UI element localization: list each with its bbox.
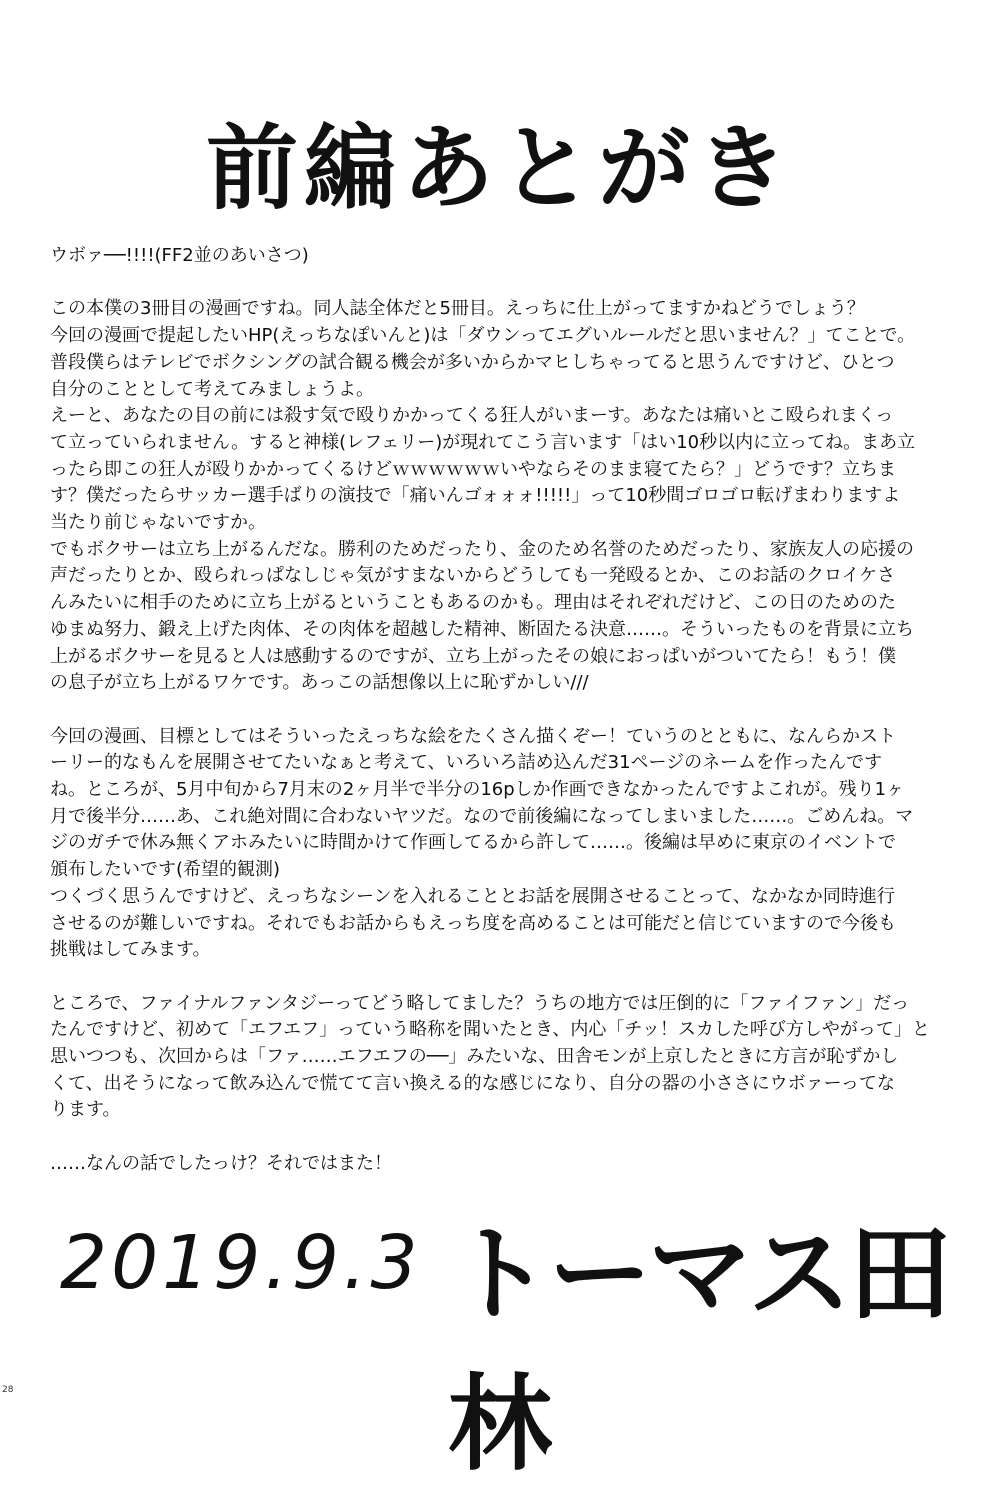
- text-line: す？僕だったらサッカー選手ばりの演技で「痛いんゴォォォ!!!!!」って10秒間ゴロゴロ転げまわりますよ: [50, 485, 901, 507]
- text-line: て立っていられません。すると神様(レフェリー)が現れてこう言います「はい10秒以内に立ってね。まあ立: [50, 431, 916, 453]
- text-line: 今回の漫画、目標としてはそういったえっちな絵をたくさん描くぞー！ていうのとともに、なんらかスト: [50, 725, 896, 747]
- text-line: ーリー的なもんを展開させてたいなぁと考えて、いろいろ詰め込んだ31ページのネームを作ったんです: [50, 752, 883, 774]
- text-line: くて、出そうになって飲み込んで慌てて言い換える的な感じになり、自分の器の小ささにウボァーってな: [50, 1072, 895, 1094]
- text-line: ところで、ファイナルファンタジーってどう略してました？うちの地方では圧倒的に「ファイファン」だっ: [50, 992, 910, 1014]
- signature-name: トーマス田林: [448, 1213, 949, 1485]
- text-line: たんですけど、初めて「エフエフ」っていう略称を聞いたとき、内心「チッ！スカした呼び方しやがって」と: [50, 1019, 930, 1041]
- text-line: の息子が立ち上がるワケです。あっこの話想像以上に恥ずかしい///: [50, 672, 589, 694]
- text-line: ね。ところが、5月中旬から7月末の2ヶ月半で半分の16pしか作画できなかったんですよこれが。残り1ヶ: [50, 779, 905, 801]
- text-line: 上がるボクサーを見ると人は感動するのですが、立ち上がったその娘におっぱいがついてたら！もう！僕: [50, 645, 896, 667]
- text-line: 月で後半分……あ、これ絶対間に合わないヤツだ。なので前後編になってしまいました……。ごめんね。マ: [50, 805, 914, 827]
- text-line: ったら即この狂人が殴りかかってくるけどｗｗｗｗｗｗいやならそのまま寝てたら？」どうです？立ちま: [50, 458, 896, 480]
- page-number: 28: [2, 1385, 14, 1395]
- text-line: ウボァ──!!!!(FF2並のあいさつ): [50, 245, 309, 266]
- paragraph-about-production: [50, 724, 955, 964]
- text-line: この本僕の3冊目の漫画ですね。同人誌全体だと5冊目。えっちに仕上がってますかねどうでしょう？: [50, 298, 865, 320]
- text-line: 今回の漫画で提起したいHP(えっちなぽいんと)は「ダウンってエグいルールだと思いません？」てことで。: [50, 325, 916, 347]
- paragraph-closing: [50, 1151, 955, 1178]
- paragraph-about-ff-abbreviation: [50, 991, 955, 1125]
- text-line: ゆまぬ努力、鍛え上げた肉体、その肉体を超越した精神、断固たる決意……。そういったものを背景に立ち: [50, 618, 914, 640]
- text-line: 当たり前じゃないですか。: [50, 512, 266, 534]
- afterword-body: [50, 243, 955, 1178]
- text-line: 頒布したいです(希望的観測): [50, 859, 281, 881]
- text-line: えーと、あなたの目の前には殺す気で殴りかかってくる狂人がいまーす。あなたは痛いとこ殴られまくっ: [50, 405, 894, 427]
- text-line: させるのが難しいですね。それでもお話からもえっち度を高めることは可能だと信じていますので今後も: [50, 912, 896, 934]
- text-line: んみたいに相手のために立ち上がるということもあるのかも。理由はそれぞれだけど、この日のためのた: [50, 592, 896, 614]
- text-line: 自分のこととして考えてみましょうよ。: [50, 378, 374, 400]
- text-line: ……なんの話でしたっけ？それではまた！: [50, 1152, 392, 1174]
- text-line: 挑戦はしてみます。: [50, 939, 211, 961]
- text-line: 普段僕らはテレビでボクシングの試合観る機会が多いからかマヒしちゃってると思うんですけど、ひとつ: [50, 351, 895, 373]
- page-title: 前編あとがき: [205, 115, 794, 222]
- text-line: つくづく思うんですけど、えっちなシーンを入れることとお話を展開させることって、なかなか同時進行: [50, 885, 895, 907]
- text-line: 思いつつも、次回からは「ファ……エフエフの──」みたいな、田舎モンが上京したときに方言が恥ずかし: [50, 1046, 899, 1068]
- text-line: ジのガチで休み無くアホみたいに時間かけて作画してるから許して……。後編は早めに東京のイベントで: [50, 832, 896, 854]
- text-line: 声だったりとか、殴られっぱなしじゃ気がすまないからどうしても一発殴るとか、このお話のクロイケさ: [50, 565, 896, 587]
- signature-date: 2019.9.3: [60, 1220, 422, 1306]
- text-line: でもボクサーは立ち上がるんだな。勝利のためだったり、金のため名誉のためだったり、家族友人の応援の: [50, 538, 914, 560]
- paragraph-about-down-rule: [50, 296, 955, 697]
- text-line: ります。: [50, 1099, 121, 1121]
- paragraph-greeting: [50, 243, 955, 270]
